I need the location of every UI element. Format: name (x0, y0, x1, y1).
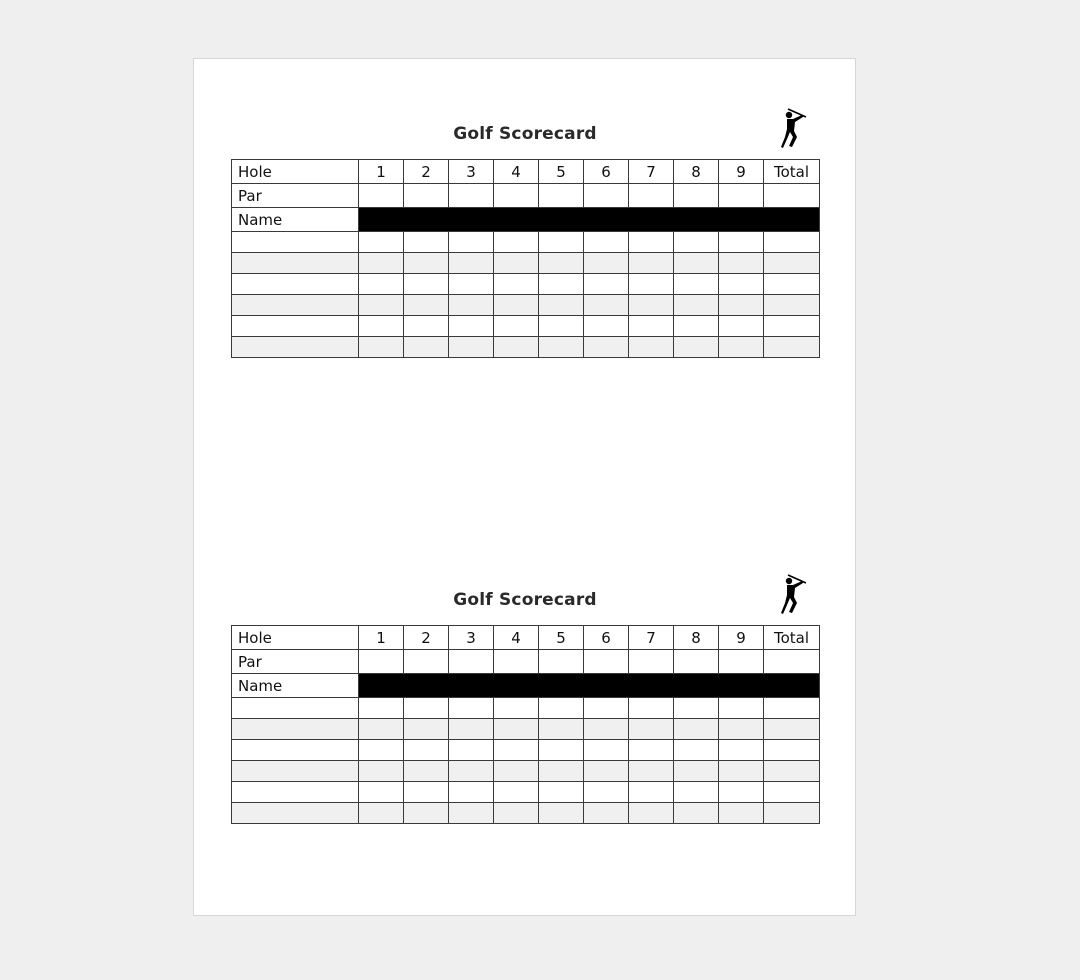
player-row (232, 337, 820, 358)
total-cell[interactable] (764, 782, 820, 803)
player-name-cell[interactable] (232, 782, 359, 803)
score-cell[interactable] (359, 719, 404, 740)
name-label: Name (232, 208, 359, 232)
player-name-cell[interactable] (232, 740, 359, 761)
hole-number: 5 (539, 160, 584, 184)
total-cell[interactable] (764, 253, 820, 274)
score-cell[interactable] (494, 274, 539, 295)
total-cell[interactable] (764, 232, 820, 253)
score-cell[interactable] (629, 316, 674, 337)
score-cell[interactable] (359, 761, 404, 782)
score-cell[interactable] (494, 803, 539, 824)
player-name-cell[interactable] (232, 761, 359, 782)
score-cell[interactable] (359, 295, 404, 316)
player-row (232, 761, 820, 782)
score-cell[interactable] (539, 295, 584, 316)
par-cell[interactable] (719, 184, 764, 208)
score-cell[interactable] (404, 803, 449, 824)
score-cell[interactable] (674, 740, 719, 761)
player-row (232, 274, 820, 295)
total-cell[interactable] (764, 719, 820, 740)
score-cell[interactable] (449, 232, 494, 253)
score-cell[interactable] (629, 253, 674, 274)
name-row (232, 674, 820, 698)
score-cell[interactable] (719, 782, 764, 803)
par-cell[interactable] (539, 650, 584, 674)
score-cell[interactable] (719, 698, 764, 719)
score-cell[interactable] (404, 274, 449, 295)
score-cell[interactable] (584, 782, 629, 803)
score-cell[interactable] (584, 274, 629, 295)
par-row (232, 650, 820, 674)
score-cell[interactable] (629, 803, 674, 824)
score-cell[interactable] (404, 316, 449, 337)
hole-number: 1 (359, 626, 404, 650)
par-row (232, 184, 820, 208)
score-cell[interactable] (674, 337, 719, 358)
hole-number: 5 (539, 626, 584, 650)
score-cell[interactable] (359, 274, 404, 295)
total-cell[interactable] (764, 803, 820, 824)
score-cell[interactable] (539, 337, 584, 358)
score-cell[interactable] (674, 253, 719, 274)
par-cell[interactable] (674, 184, 719, 208)
name-bar (359, 674, 820, 698)
par-label: Par (232, 184, 359, 208)
par-cell[interactable] (404, 184, 449, 208)
hole-number: 9 (719, 160, 764, 184)
score-cell[interactable] (494, 719, 539, 740)
score-cell[interactable] (584, 719, 629, 740)
player-row (232, 316, 820, 337)
score-cell[interactable] (404, 740, 449, 761)
player-row (232, 253, 820, 274)
score-cell[interactable] (719, 316, 764, 337)
par-cell[interactable] (404, 650, 449, 674)
par-cell[interactable] (719, 650, 764, 674)
score-cell[interactable] (449, 719, 494, 740)
hole-number: 3 (449, 160, 494, 184)
score-cell[interactable] (719, 740, 764, 761)
score-cell[interactable] (449, 698, 494, 719)
header-row (232, 160, 820, 184)
score-cell[interactable] (539, 803, 584, 824)
score-cell[interactable] (449, 803, 494, 824)
score-cell[interactable] (629, 232, 674, 253)
hole-number: 7 (629, 626, 674, 650)
score-cell[interactable] (404, 761, 449, 782)
score-cell[interactable] (449, 740, 494, 761)
score-cell[interactable] (404, 337, 449, 358)
score-cell[interactable] (629, 337, 674, 358)
player-row (232, 232, 820, 253)
player-name-cell[interactable] (232, 253, 359, 274)
hole-number: 4 (494, 626, 539, 650)
score-cell[interactable] (404, 232, 449, 253)
score-cell[interactable] (674, 719, 719, 740)
score-cell[interactable] (539, 316, 584, 337)
score-cell[interactable] (629, 740, 674, 761)
player-name-cell[interactable] (232, 316, 359, 337)
player-row (232, 719, 820, 740)
player-name-cell[interactable] (232, 698, 359, 719)
hole-number: 2 (404, 626, 449, 650)
player-name-cell[interactable] (232, 232, 359, 253)
score-cell[interactable] (584, 761, 629, 782)
score-cell[interactable] (359, 782, 404, 803)
player-row (232, 803, 820, 824)
score-cell[interactable] (674, 803, 719, 824)
par-cell[interactable] (584, 184, 629, 208)
score-cell[interactable] (449, 337, 494, 358)
score-cell[interactable] (629, 698, 674, 719)
score-cell[interactable] (584, 803, 629, 824)
par-cell[interactable] (449, 650, 494, 674)
hole-number: 9 (719, 626, 764, 650)
par-cell[interactable] (449, 184, 494, 208)
score-cell[interactable] (359, 232, 404, 253)
player-name-cell[interactable] (232, 295, 359, 316)
score-cell[interactable] (404, 253, 449, 274)
score-cell[interactable] (539, 232, 584, 253)
total-cell[interactable] (764, 295, 820, 316)
name-bar (359, 208, 820, 232)
score-cell[interactable] (674, 782, 719, 803)
par-label: Par (232, 650, 359, 674)
score-cell[interactable] (584, 698, 629, 719)
score-cell[interactable] (539, 698, 584, 719)
scorecard-title: Golf Scorecard (453, 590, 597, 610)
score-cell[interactable] (404, 295, 449, 316)
score-cell[interactable] (494, 782, 539, 803)
player-name-cell[interactable] (232, 803, 359, 824)
player-row (232, 698, 820, 719)
score-cell[interactable] (359, 337, 404, 358)
score-cell[interactable] (674, 232, 719, 253)
hole-number: 8 (674, 626, 719, 650)
par-cell[interactable] (629, 184, 674, 208)
score-cell[interactable] (719, 337, 764, 358)
par-cell[interactable] (629, 650, 674, 674)
score-cell[interactable] (449, 316, 494, 337)
score-cell[interactable] (719, 719, 764, 740)
total-cell[interactable] (764, 740, 820, 761)
score-cell[interactable] (629, 719, 674, 740)
score-cell[interactable] (539, 740, 584, 761)
score-cell[interactable] (719, 253, 764, 274)
score-cell[interactable] (449, 274, 494, 295)
score-cell[interactable] (719, 761, 764, 782)
name-label: Name (232, 674, 359, 698)
hole-number: 4 (494, 160, 539, 184)
total-label: Total (764, 160, 820, 184)
hole-label: Hole (232, 626, 359, 650)
par-cell[interactable] (494, 650, 539, 674)
hole-label: Hole (232, 160, 359, 184)
score-cell[interactable] (449, 782, 494, 803)
scorecard-table (231, 159, 820, 358)
total-cell[interactable] (764, 274, 820, 295)
score-cell[interactable] (719, 232, 764, 253)
score-cell[interactable] (674, 698, 719, 719)
player-name-cell[interactable] (232, 337, 359, 358)
score-cell[interactable] (494, 761, 539, 782)
score-cell[interactable] (359, 740, 404, 761)
score-cell[interactable] (539, 253, 584, 274)
score-cell[interactable] (674, 316, 719, 337)
score-cell[interactable] (629, 782, 674, 803)
total-cell[interactable] (764, 761, 820, 782)
score-cell[interactable] (359, 803, 404, 824)
score-cell[interactable] (719, 295, 764, 316)
player-name-cell[interactable] (232, 719, 359, 740)
player-row (232, 782, 820, 803)
score-cell[interactable] (449, 253, 494, 274)
total-cell[interactable] (764, 698, 820, 719)
par-cell[interactable] (584, 650, 629, 674)
par-cell[interactable] (359, 184, 404, 208)
hole-number: 2 (404, 160, 449, 184)
score-cell[interactable] (404, 698, 449, 719)
score-cell[interactable] (674, 761, 719, 782)
score-cell[interactable] (494, 698, 539, 719)
score-cell[interactable] (539, 719, 584, 740)
score-cell[interactable] (629, 761, 674, 782)
score-cell[interactable] (359, 316, 404, 337)
hole-number: 3 (449, 626, 494, 650)
score-cell[interactable] (539, 761, 584, 782)
score-cell[interactable] (584, 740, 629, 761)
hole-number: 6 (584, 626, 629, 650)
par-cell[interactable] (539, 184, 584, 208)
score-cell[interactable] (404, 719, 449, 740)
hole-number: 6 (584, 160, 629, 184)
score-cell[interactable] (674, 274, 719, 295)
score-cell[interactable] (449, 295, 494, 316)
par-total-cell[interactable] (764, 184, 820, 208)
score-cell[interactable] (629, 295, 674, 316)
player-row (232, 740, 820, 761)
score-cell[interactable] (584, 232, 629, 253)
scorecard-title: Golf Scorecard (453, 124, 597, 144)
total-cell[interactable] (764, 316, 820, 337)
score-cell[interactable] (494, 337, 539, 358)
score-cell[interactable] (494, 740, 539, 761)
score-cell[interactable] (539, 274, 584, 295)
scorecard-table (231, 625, 820, 824)
score-cell[interactable] (359, 698, 404, 719)
score-cell[interactable] (494, 316, 539, 337)
score-cell[interactable] (494, 232, 539, 253)
total-cell[interactable] (764, 337, 820, 358)
score-cell[interactable] (494, 295, 539, 316)
hole-number: 7 (629, 160, 674, 184)
hole-number: 8 (674, 160, 719, 184)
score-cell[interactable] (629, 274, 674, 295)
score-cell[interactable] (494, 253, 539, 274)
par-cell[interactable] (494, 184, 539, 208)
par-total-cell[interactable] (764, 650, 820, 674)
total-label: Total (764, 626, 820, 650)
hole-number: 1 (359, 160, 404, 184)
score-cell[interactable] (674, 295, 719, 316)
score-cell[interactable] (584, 295, 629, 316)
par-cell[interactable] (359, 650, 404, 674)
score-cell[interactable] (539, 782, 584, 803)
document-page (193, 58, 856, 916)
par-cell[interactable] (674, 650, 719, 674)
player-name-cell[interactable] (232, 274, 359, 295)
score-cell[interactable] (584, 253, 629, 274)
score-cell[interactable] (584, 316, 629, 337)
header-row (232, 626, 820, 650)
player-row (232, 295, 820, 316)
score-cell[interactable] (359, 253, 404, 274)
score-cell[interactable] (719, 274, 764, 295)
score-cell[interactable] (719, 803, 764, 824)
score-cell[interactable] (404, 782, 449, 803)
score-cell[interactable] (449, 761, 494, 782)
score-cell[interactable] (584, 337, 629, 358)
name-row (232, 208, 820, 232)
